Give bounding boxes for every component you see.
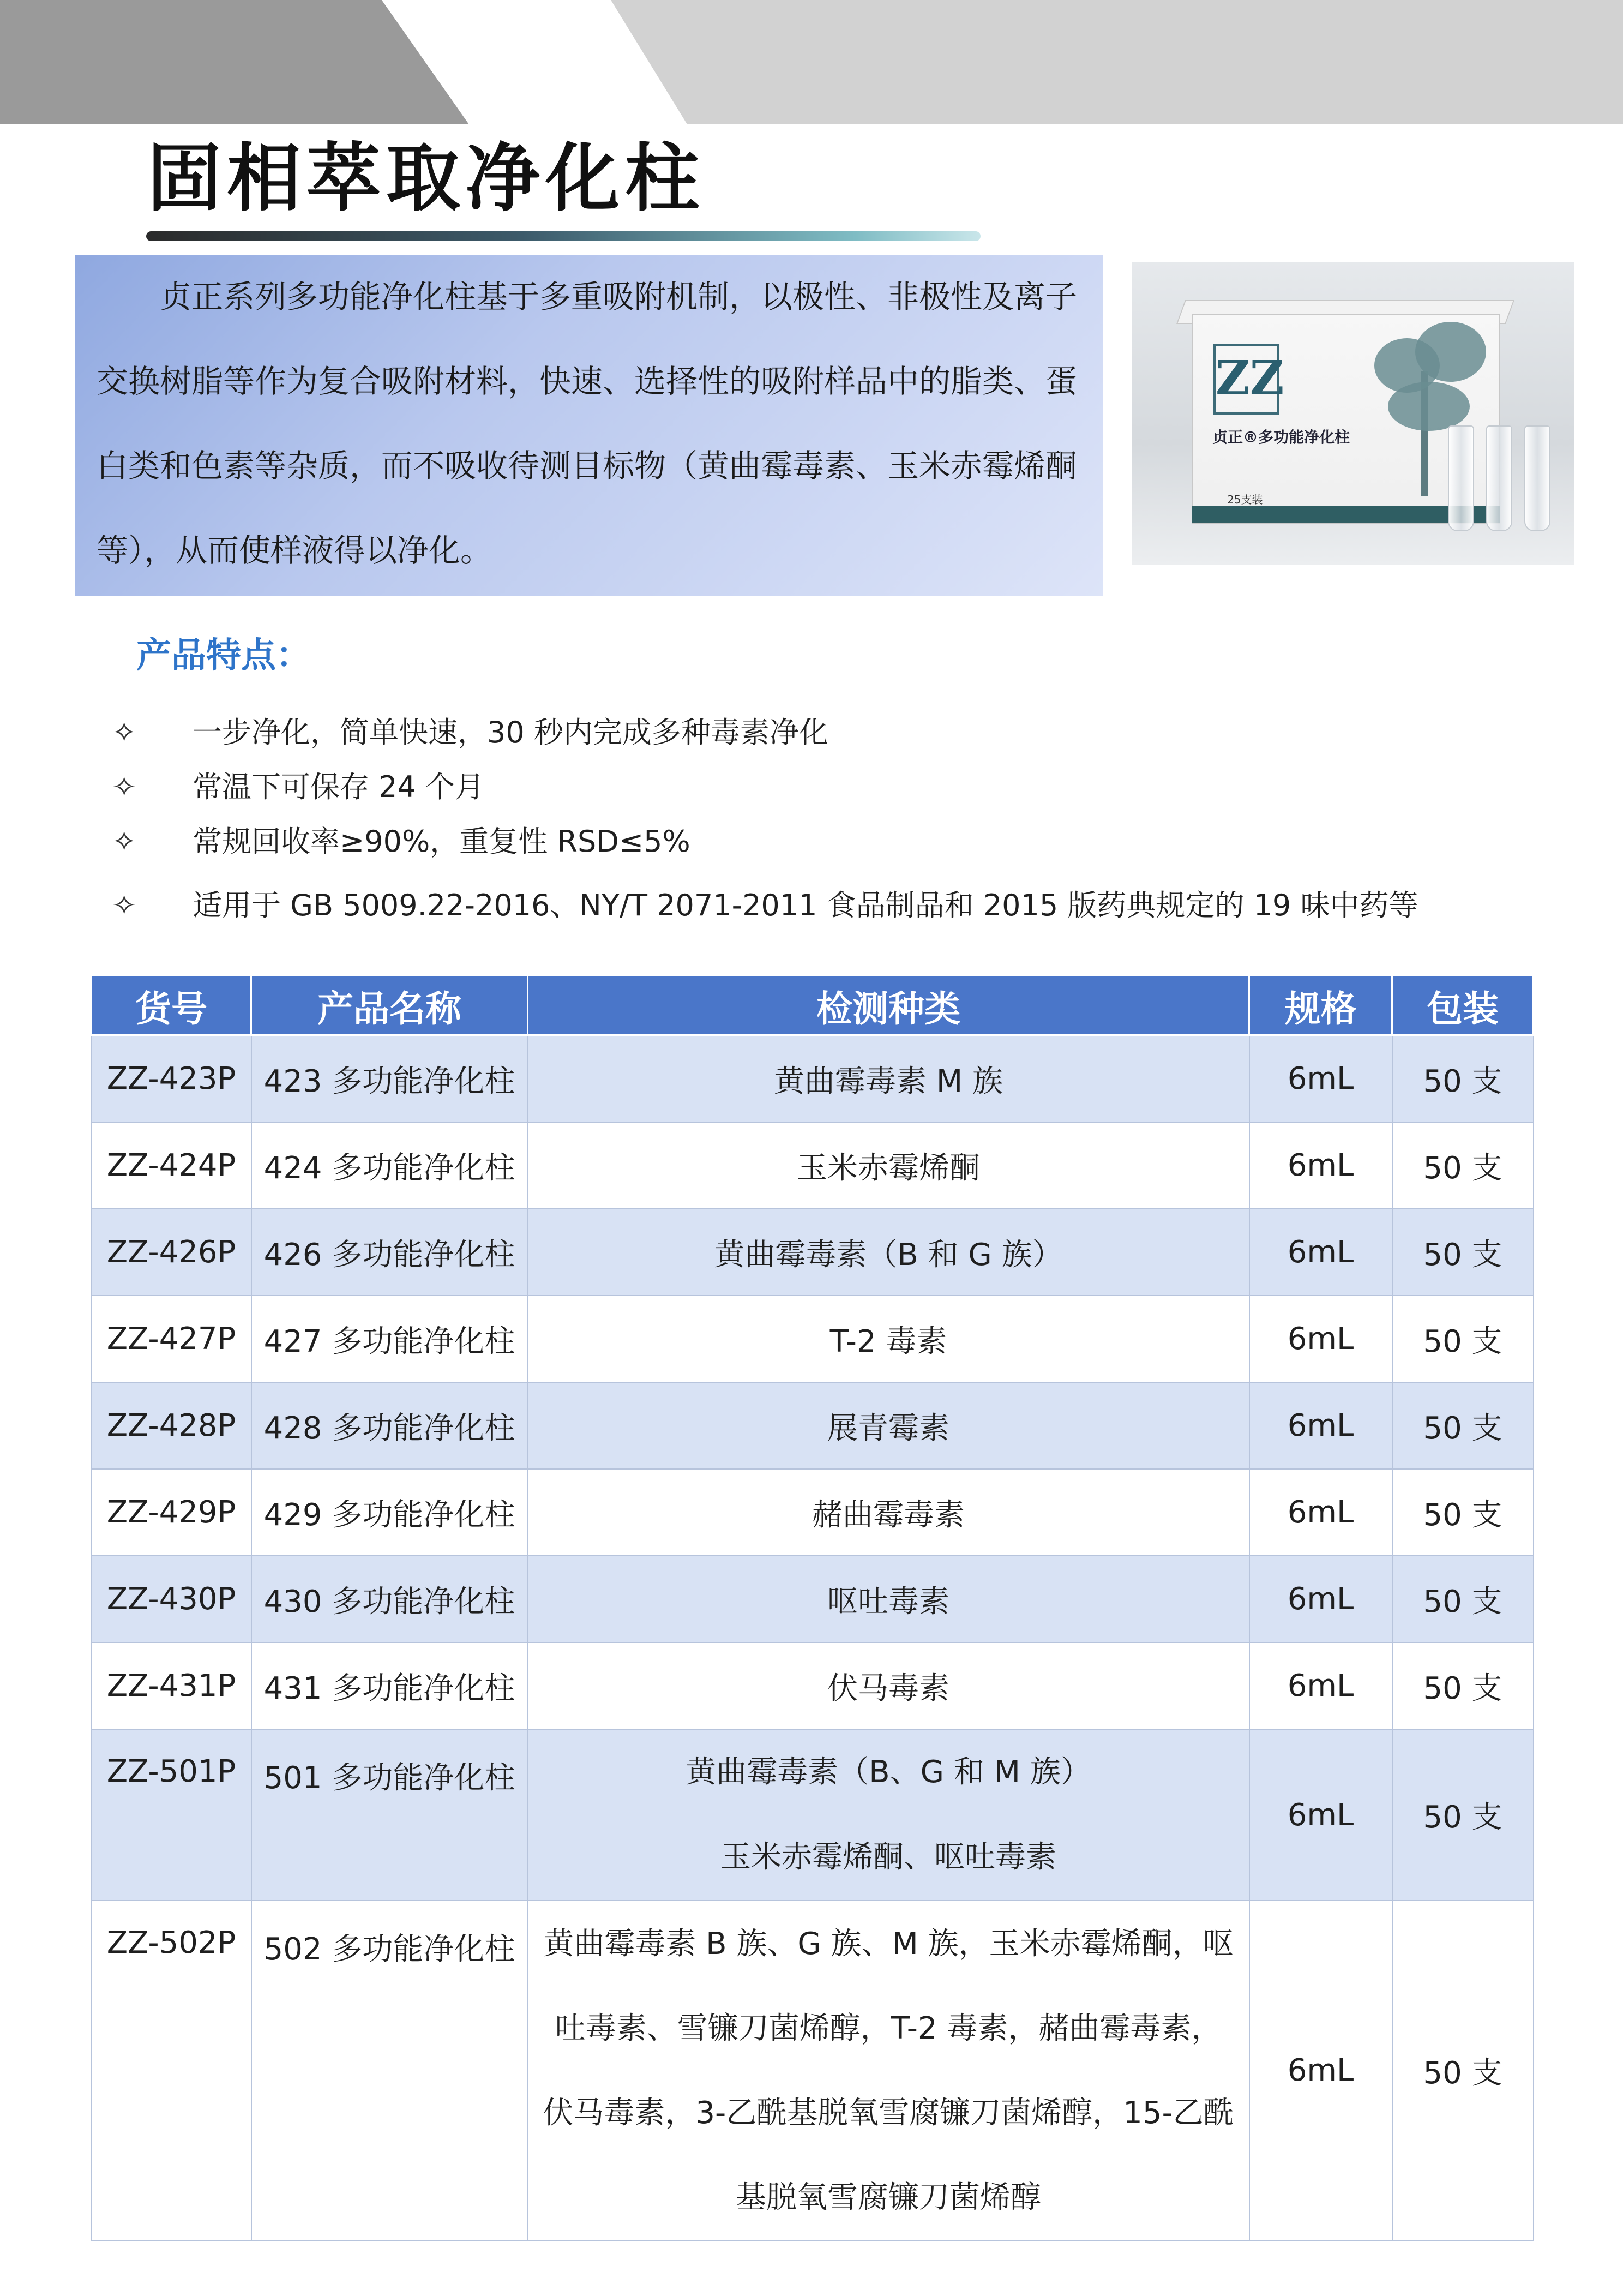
col-header-code: 货号 [92,976,251,1035]
cell-pack: 50 支 [1392,1209,1534,1296]
column-tube [1524,425,1550,531]
cell-pack: 50 支 [1392,1035,1534,1123]
cell-type: 黄曲霉毒素 M 族 [528,1035,1249,1123]
cell-pack: 50 支 [1392,1901,1534,2240]
cell-name: 423 多功能净化柱 [251,1035,528,1123]
table-row [92,1122,1534,1209]
cell-name: 501 多功能净化柱 [251,1729,528,1901]
cell-type: 黄曲霉毒素（B 和 G 族） [528,1209,1249,1296]
title-underline [146,231,981,241]
col-header-pack: 包装 [1392,976,1534,1035]
brand-logo: ZZ [1213,344,1279,415]
product-table [91,975,1534,2241]
table-row [92,1296,1534,1382]
feature-item [112,882,1418,924]
cell-spec: 6mL [1249,1469,1392,1556]
bullet-icon: ✧ [112,888,137,922]
bullet-icon: ✧ [112,824,137,859]
table-row [92,1901,1534,2240]
cell-spec: 6mL [1249,1296,1392,1382]
cell-type: T-2 毒素 [528,1296,1249,1382]
feature-text: 常温下可保存 24 个月 [193,770,485,804]
box-count: 25支装 [1227,493,1263,506]
cell-name: 427 多功能净化柱 [251,1296,528,1382]
cell-pack: 50 支 [1392,1469,1534,1556]
feature-item [112,709,828,751]
cell-pack: 50 支 [1392,1296,1534,1382]
cell-name: 431 多功能净化柱 [251,1642,528,1729]
table-row [92,1729,1534,1901]
cell-pack: 50 支 [1392,1382,1534,1469]
cell-type: 玉米赤霉烯酮 [528,1122,1249,1209]
tree-crown [1415,322,1486,382]
table-row [92,1556,1534,1642]
cell-spec: 6mL [1249,1642,1392,1729]
column-tube [1448,425,1474,531]
cell-code: ZZ-430P [92,1556,251,1642]
cell-spec: 6mL [1249,1209,1392,1296]
table-row [92,1209,1534,1296]
cell-name: 428 多功能净化柱 [251,1382,528,1469]
cell-name: 502 多功能净化柱 [251,1901,528,2240]
cell-type-line: 黄曲霉毒素（B、G 和 M 族） [686,1754,1091,1790]
cell-type-line: 玉米赤霉烯酮、呕吐毒素 [720,1839,1056,1875]
box-product-name: 贞正®多功能净化柱 [1212,428,1350,446]
table-row [92,1382,1534,1469]
cell-spec: 6mL [1249,1556,1392,1642]
cell-code: ZZ-428P [92,1382,251,1469]
col-header-spec: 规格 [1249,976,1392,1035]
tree-crown [1388,382,1470,431]
table-row [92,1642,1534,1729]
feature-text: 一步净化，简单快速，30 秒内完成多种毒素净化 [193,715,828,750]
cell-spec: 6mL [1249,1729,1392,1901]
cell-code: ZZ-423P [92,1035,251,1123]
feature-item [112,764,484,806]
bullet-icon: ✧ [112,715,137,750]
cell-pack: 50 支 [1392,1729,1534,1901]
features-heading: 产品特点： [136,636,311,676]
col-header-type: 检测种类 [528,976,1249,1035]
cell-code: ZZ-502P [92,1901,251,2240]
cell-pack: 50 支 [1392,1122,1534,1209]
product-photo [1132,262,1574,565]
cell-name: 426 多功能净化柱 [251,1209,528,1296]
cell-type: 赭曲霉毒素 [528,1469,1249,1556]
feature-item [112,818,690,860]
feature-text: 常规回收率≥90%，重复性 RSD≤5% [193,824,690,859]
cell-code: ZZ-424P [92,1122,251,1209]
table-row [92,1469,1534,1556]
cell-name: 424 多功能净化柱 [251,1122,528,1209]
cell-pack: 50 支 [1392,1556,1534,1642]
cell-spec: 6mL [1249,1122,1392,1209]
cell-name: 429 多功能净化柱 [251,1469,528,1556]
col-header-name: 产品名称 [251,976,528,1035]
cell-code: ZZ-427P [92,1296,251,1382]
table-header-row [92,976,1534,1035]
table-row [92,1035,1534,1123]
cell-type: 展青霉素 [528,1382,1249,1469]
cell-code: ZZ-429P [92,1469,251,1556]
bullet-icon: ✧ [112,770,137,804]
cell-spec: 6mL [1249,1901,1392,2240]
cell-code: ZZ-431P [92,1642,251,1729]
column-tube [1486,425,1512,531]
intro-text: 贞正系列多功能净化柱基于多重吸附机制，以极性、非极性及离子交换树脂等作为复合吸附材料，快速、选择性的吸附样品中的脂类、蛋白类和色素等杂质，而不吸收待测目标物（黄曲霉毒素、玉米赤霉烯酮等），从而使样液得以净化。 [97,278,1078,569]
cell-code: ZZ-426P [92,1209,251,1296]
cell-spec: 6mL [1249,1382,1392,1469]
intro-panel [75,255,1103,596]
cell-type [528,1729,1249,1901]
cell-type: 伏马毒素 [528,1642,1249,1729]
cell-name: 430 多功能净化柱 [251,1556,528,1642]
cell-type: 黄曲霉毒素 B 族、G 族、M 族，玉米赤霉烯酮，呕吐毒素、雪镰刀菌烯醇，T-2 毒素，赭曲霉毒素，伏马毒素，3-乙酰基脱氧雪腐镰刀菌烯醇，15-乙酰基脱氧雪腐镰刀菌烯醇 [528,1901,1249,2240]
cell-spec: 6mL [1249,1035,1392,1123]
page-title: 固相萃取净化柱 [147,136,705,222]
cell-code: ZZ-501P [92,1729,251,1901]
cell-type: 呕吐毒素 [528,1556,1249,1642]
feature-text: 适用于 GB 5009.22-2016、NY/T 2071-2011 食品制品和 2015 版药典规定的 19 味中药等 [193,888,1418,922]
cell-pack: 50 支 [1392,1642,1534,1729]
